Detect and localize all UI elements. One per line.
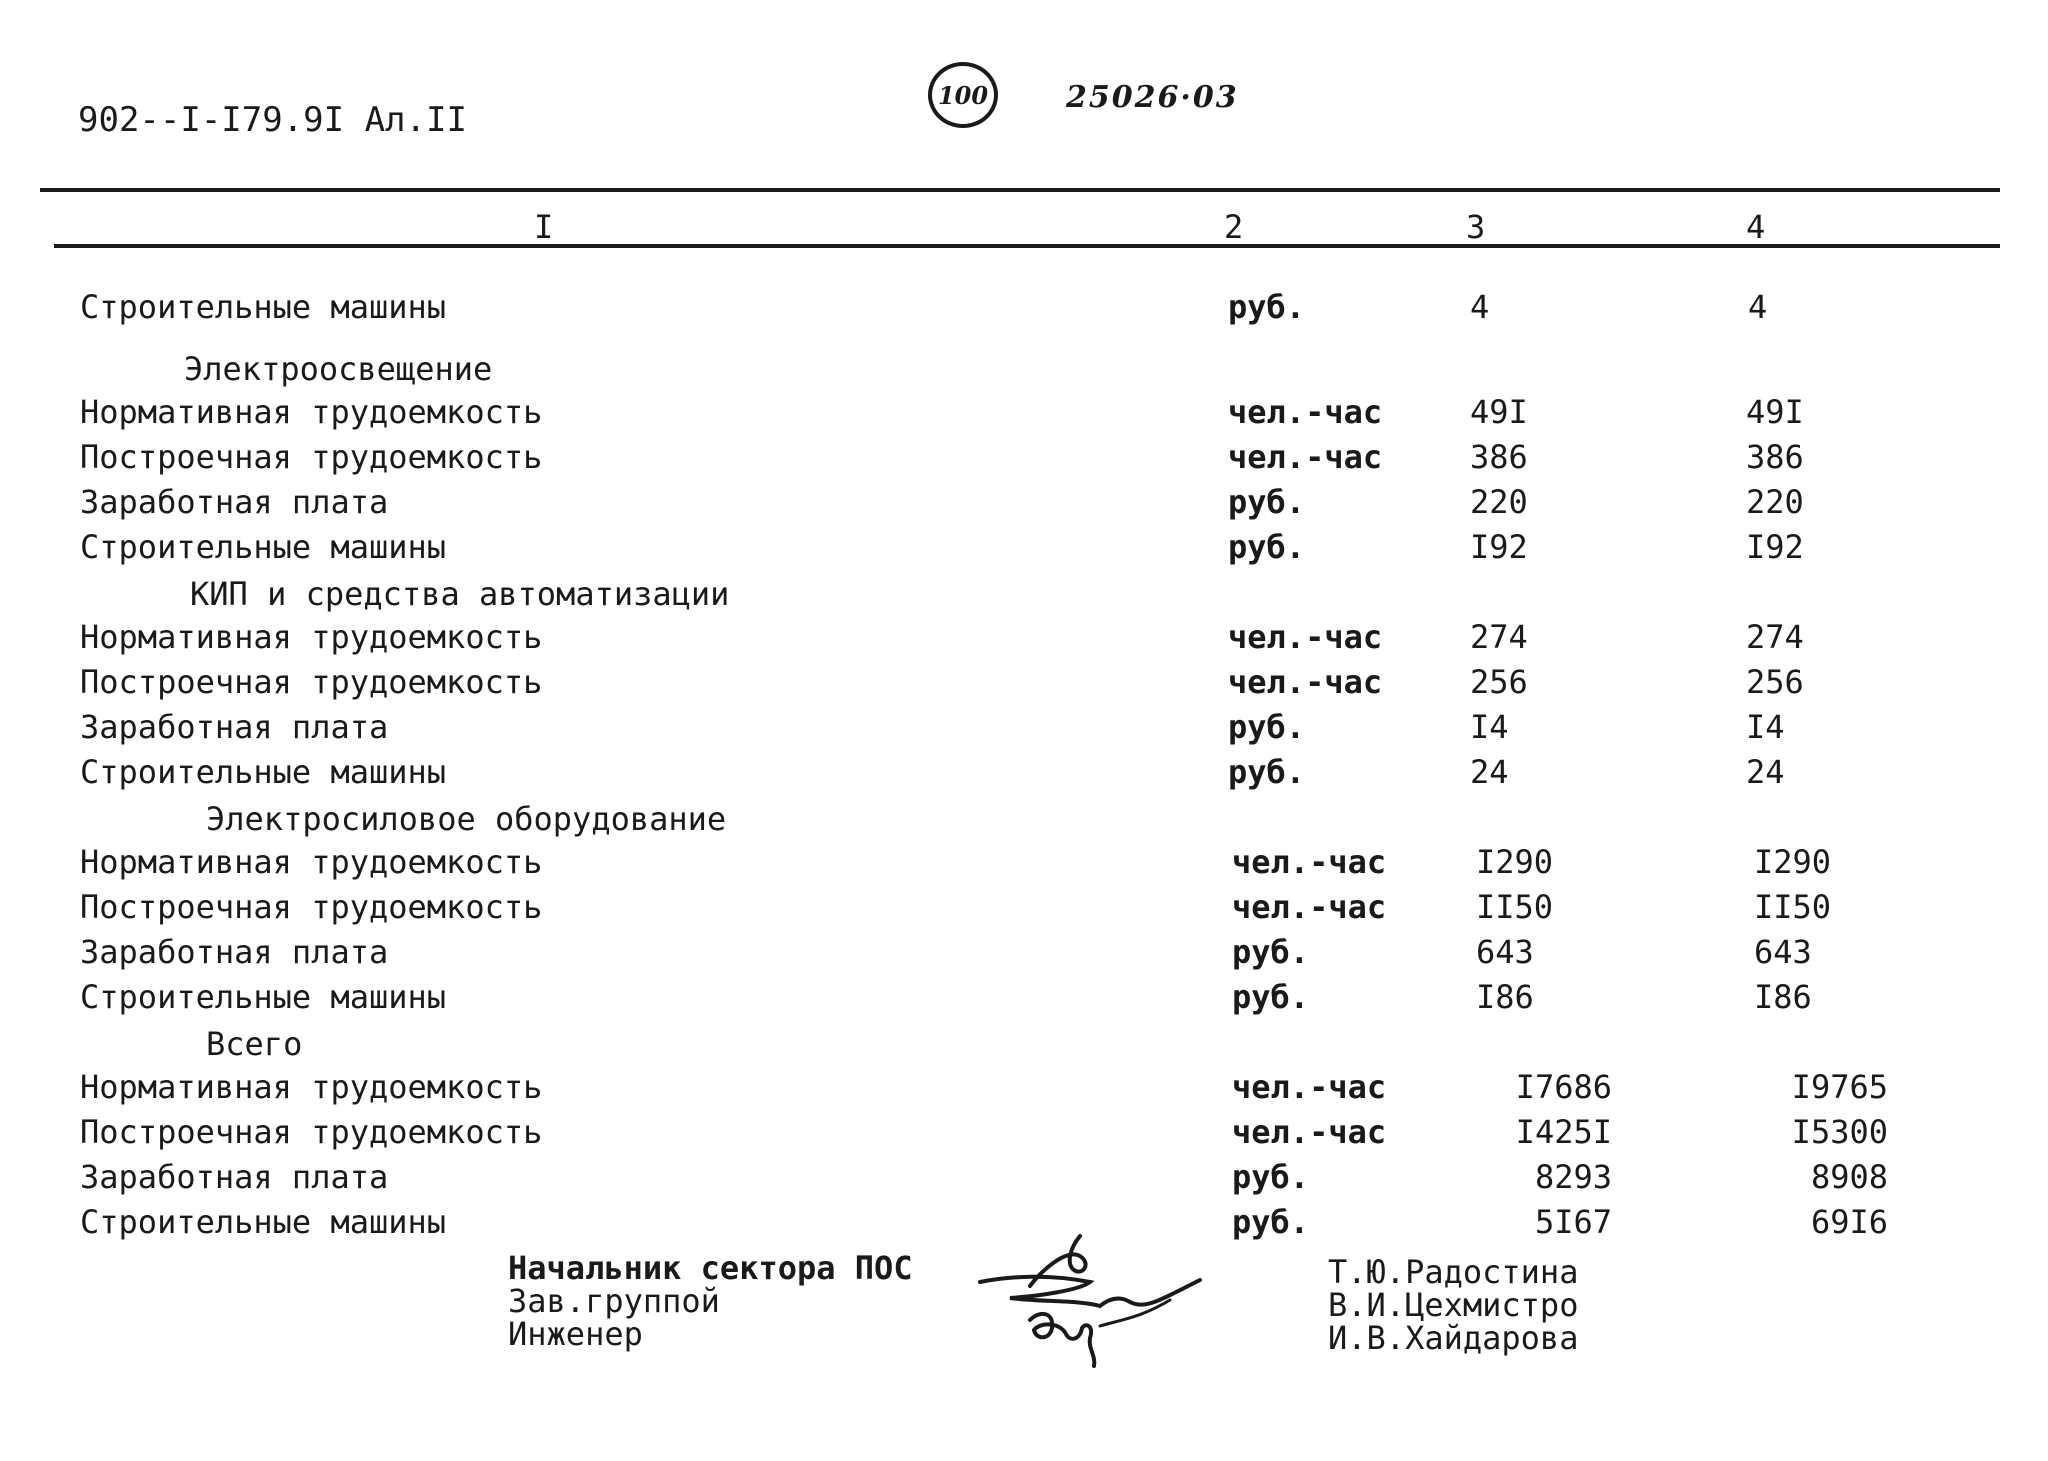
row-unit: чел.-час — [1228, 618, 1383, 656]
name-khaydarova: И.В.Хайдарова — [1328, 1319, 1579, 1357]
row-value-col3: I86 — [1476, 978, 1534, 1016]
row-value-col4: 220 — [1746, 483, 1804, 521]
section-heading: Электроосвещение — [184, 350, 493, 388]
name-radostina: Т.Ю.Радостина — [1328, 1253, 1579, 1291]
row-label: Построечная трудоемкость — [80, 888, 543, 926]
column-number-3: 3 — [1466, 208, 1486, 246]
table-row — [0, 933, 2048, 978]
row-value-col3: I92 — [1470, 528, 1528, 566]
row-value-col3: 49I — [1470, 393, 1528, 431]
column-number-1: I — [534, 208, 554, 246]
row-unit: чел.-час — [1228, 393, 1383, 431]
row-value-col3: I7686 — [1515, 1068, 1612, 1106]
position-group-head: Зав.группой — [508, 1282, 720, 1320]
table-row — [0, 393, 2048, 438]
row-value-col4: 4 — [1748, 288, 1768, 326]
row-label: Строительные машины — [80, 753, 447, 791]
row-label: Заработная плата — [80, 933, 389, 971]
table-row — [0, 663, 2048, 708]
signatory-positions — [508, 1249, 913, 1353]
table-row — [0, 843, 2048, 888]
header-rule — [54, 244, 2000, 248]
row-value-col3: 274 — [1470, 618, 1528, 656]
row-unit: руб. — [1228, 753, 1306, 791]
row-unit: чел.-час — [1232, 843, 1387, 881]
row-value-col3: II50 — [1476, 888, 1554, 926]
signature-stroke — [1030, 1314, 1094, 1366]
row-unit: чел.-час — [1228, 438, 1383, 476]
row-label: Строительные машины — [80, 978, 447, 1016]
page-number: 100 — [937, 80, 989, 110]
row-value-col4: I290 — [1754, 843, 1832, 881]
row-value-col4: I86 — [1754, 978, 1812, 1016]
row-value-col4: 24 — [1746, 753, 1785, 791]
row-value-col3: I4 — [1470, 708, 1509, 746]
row-value-col4: I4 — [1746, 708, 1785, 746]
top-rule — [40, 188, 2000, 192]
row-value-col4: II50 — [1754, 888, 1832, 926]
row-unit: чел.-час — [1228, 663, 1383, 701]
table-row — [0, 483, 2048, 528]
row-label: Построечная трудоемкость — [80, 663, 543, 701]
row-unit: руб. — [1228, 483, 1306, 521]
row-label: Нормативная трудоемкость — [80, 1068, 543, 1106]
name-tsekhmistro: В.И.Цехмистро — [1328, 1286, 1579, 1324]
row-value-col3: I425I — [1515, 1113, 1612, 1151]
row-value-col3: 256 — [1470, 663, 1528, 701]
row-value-col4: 274 — [1746, 618, 1804, 656]
row-unit: руб. — [1228, 288, 1306, 326]
row-label: Нормативная трудоемкость — [80, 393, 543, 431]
row-label: Заработная плата — [80, 483, 389, 521]
row-unit: руб. — [1232, 1158, 1310, 1196]
row-value-col3: 4 — [1470, 288, 1490, 326]
table-row — [0, 1068, 2048, 1113]
row-unit: чел.-час — [1232, 1113, 1387, 1151]
row-value-col4: 69I6 — [1810, 1203, 1888, 1241]
page-number-stamp — [928, 62, 998, 128]
row-value-col3: I290 — [1476, 843, 1554, 881]
row-value-col3: 24 — [1470, 753, 1509, 791]
row-label: Заработная плата — [80, 708, 389, 746]
row-unit: чел.-час — [1232, 888, 1387, 926]
table-row — [0, 708, 2048, 753]
table-row — [0, 1158, 2048, 1203]
row-unit: руб. — [1232, 1203, 1310, 1241]
section-heading: Всего — [206, 1025, 303, 1063]
column-number-4: 4 — [1746, 208, 1766, 246]
row-value-col4: I5300 — [1791, 1113, 1888, 1151]
table-row — [0, 978, 2048, 1023]
row-label: Строительные машины — [80, 1203, 447, 1241]
table-row — [0, 618, 2048, 663]
section-heading: КИП и средства автоматизации — [190, 575, 730, 613]
table-row — [0, 528, 2048, 573]
row-unit: руб. — [1228, 528, 1306, 566]
row-label: Нормативная трудоемкость — [80, 618, 543, 656]
row-unit: руб. — [1228, 708, 1306, 746]
row-value-col4: 8908 — [1810, 1158, 1888, 1196]
row-label: Нормативная трудоемкость — [80, 843, 543, 881]
column-number-2: 2 — [1224, 208, 1244, 246]
row-label: Построечная трудоемкость — [80, 1113, 543, 1151]
table-row — [0, 888, 2048, 933]
row-value-col4: 256 — [1746, 663, 1804, 701]
row-value-col4: I9765 — [1791, 1068, 1888, 1106]
row-label: Заработная плата — [80, 1158, 389, 1196]
row-value-col3: 220 — [1470, 483, 1528, 521]
table-row — [0, 438, 2048, 483]
row-value-col4: 386 — [1746, 438, 1804, 476]
row-value-col4: 49I — [1746, 393, 1804, 431]
signatory-names — [1328, 1253, 1579, 1357]
row-value-col3: 643 — [1476, 933, 1534, 971]
row-value-col3: 386 — [1470, 438, 1528, 476]
row-label: Построечная трудоемкость — [80, 438, 543, 476]
table-row — [0, 288, 2048, 333]
row-unit: руб. — [1232, 978, 1310, 1016]
table-row — [0, 1113, 2048, 1158]
position-head-of-sector: Начальник сектора ПОС — [508, 1249, 913, 1287]
table-row — [0, 753, 2048, 798]
inventory-number: 25026·03 — [1066, 80, 1239, 115]
row-value-col3: 8293 — [1534, 1158, 1612, 1196]
handwritten-signatures — [970, 1230, 1210, 1370]
row-value-col3: 5I67 — [1534, 1203, 1612, 1241]
row-label: Строительные машины — [80, 528, 447, 566]
row-label: Строительные машины — [80, 288, 447, 326]
row-unit: чел.-час — [1232, 1068, 1387, 1106]
row-unit: руб. — [1232, 933, 1310, 971]
section-heading: Электросиловое оборудование — [206, 800, 727, 838]
row-value-col4: I92 — [1746, 528, 1804, 566]
document-code: 902--I-I79.9I Ал.II — [78, 100, 467, 140]
row-value-col4: 643 — [1754, 933, 1812, 971]
position-engineer: Инженер — [508, 1315, 643, 1353]
